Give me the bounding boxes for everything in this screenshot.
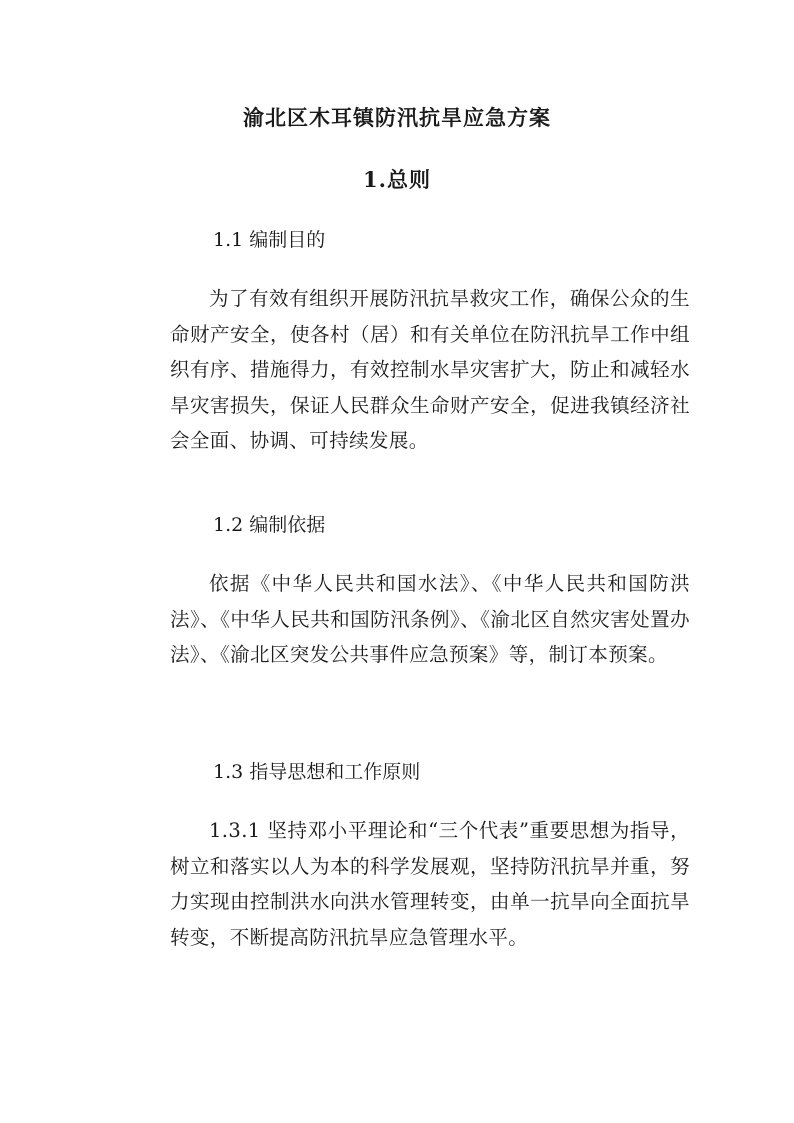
paragraph-purpose: 为了有效有组织开展防汛抗旱救灾工作，确保公众的生命财产安全，使各村（居）和有关单位在防汛抗旱工作中组织有序、措施得力，有效控制水旱灾害扩大，防止和减轻水旱灾害损失，保证人民群众生命财产安全，促进我镇经济社会全面、协调、可持续发展。 [170, 287, 690, 453]
document-title: 渝北区木耳镇防汛抗旱应急方案 [243, 105, 551, 130]
subsection-heading-purpose: 1.1 编制目的 [213, 229, 326, 251]
section-title: 1.总则 [363, 167, 431, 192]
subsection-heading-basis: 1.2 编制依据 [213, 514, 326, 536]
paragraph-basis: 依据《中华人民共和国水法》、《中华人民共和国防洪法》、《中华人民共和国防汛条例》、《渝北区自然灾害处置办法》、《渝北区突发公共事件应急预案》等，制订本预案。 [170, 572, 690, 667]
subsection-heading-guiding-principles: 1.3 指导思想和工作原则 [213, 761, 421, 783]
paragraph-guiding-principles: 1.3.1 坚持邓小平理论和“三个代表”重要思想为指导，树立和落实以人为本的科学发展观，坚持防汛抗旱并重，努力实现由控制洪水向洪水管理转变，由单一抗旱向全面抗旱转变，不断提高防汛抗旱应急管理水平。 [170, 819, 690, 949]
